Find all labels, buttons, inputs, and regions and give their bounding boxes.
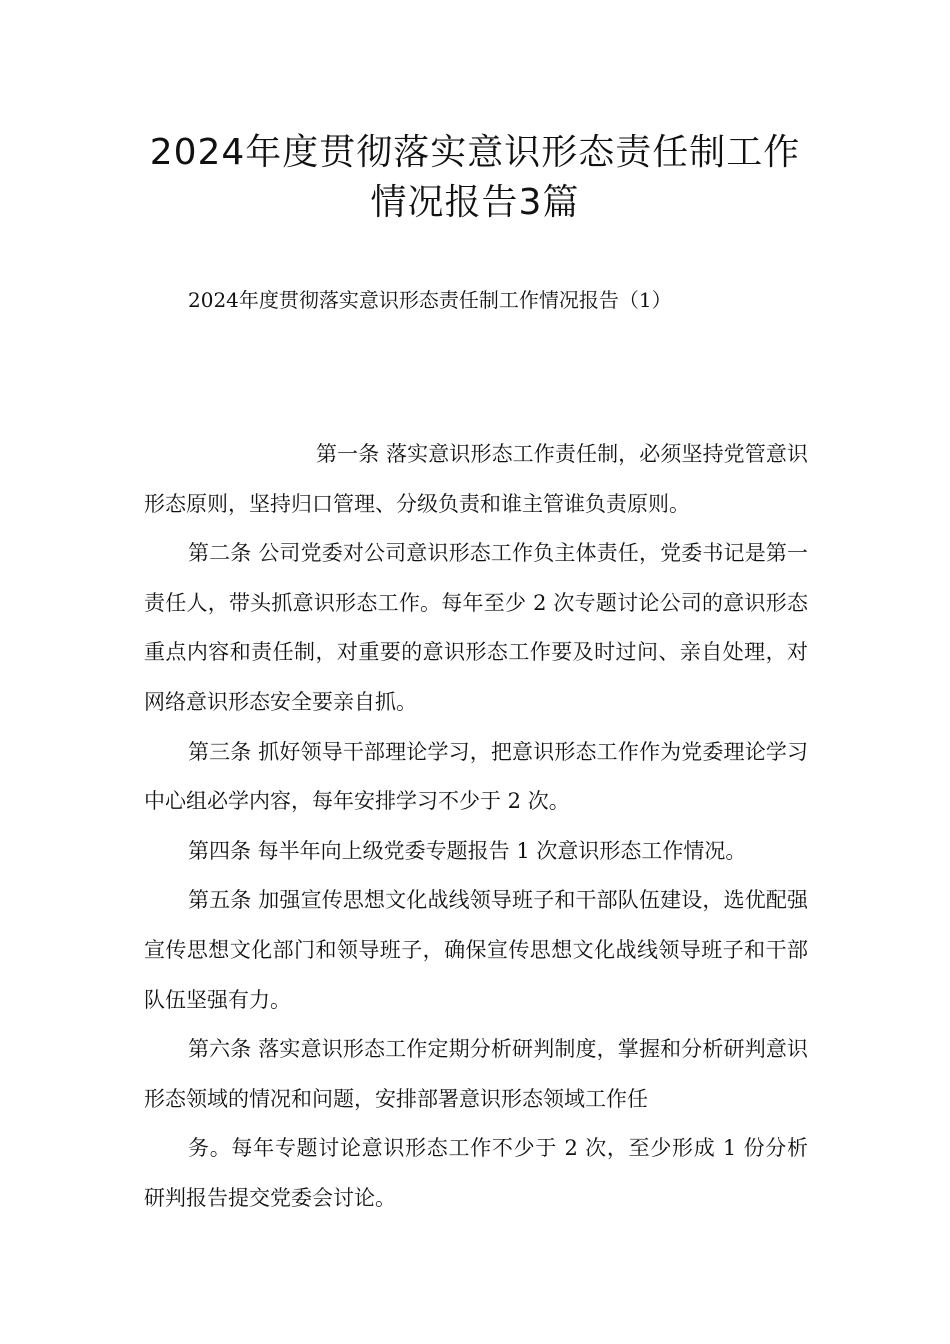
document-title xyxy=(100,128,850,228)
article-6-paragraph: 第六条 落实意识形态工作定期分析研判制度，掌握和分析研判意识形态领域的情况和问题，安排部署意识形态领域工作任 xyxy=(144,1037,808,1111)
article-6-continuation-paragraph: 务。每年专题讨论意识形态工作不少于 2 次，至少形成 1 份分析研判报告提交党委会讨论。 xyxy=(144,1136,808,1210)
article-1-paragraph: 第一条 落实意识形态工作责任制，必须坚持党管意识形态原则，坚持归口管理、分级负责和谁主管谁负责原则。 xyxy=(144,442,808,516)
document-body xyxy=(144,430,808,1224)
title-line-2: 情况报告3篇 xyxy=(370,182,580,223)
article-3-paragraph: 第三条 抓好领导干部理论学习，把意识形态工作作为党委理论学习中心组必学内容，每年安排学习不少于 2 次。 xyxy=(144,739,808,814)
report-subtitle: 2024年度贯彻落实意识形态责任制工作情况报告（1） xyxy=(188,288,672,312)
article-5-paragraph: 第五条 加强宣传思想文化战线领导班子和干部队伍建设，选优配强宣传思想文化部门和领导班子，确保宣传思想文化战线领导班子和干部队伍坚强有力。 xyxy=(144,888,808,1012)
title-line-1: 2024年度贯彻落实意识形态责任制工作 xyxy=(149,132,801,173)
article-4-paragraph: 第四条 每半年向上级党委专题报告 1 次意识形态工作情况。 xyxy=(188,838,747,863)
article-2-paragraph: 第二条 公司党委对公司意识形态工作负主体责任，党委书记是第一责任人，带头抓意识形态工作。每年至少 2 次专题讨论公司的意识形态重点内容和责任制，对重要的意识形态工作要及时过问、亲自处理，对网络意识形态安全要亲自抓。 xyxy=(144,541,808,714)
